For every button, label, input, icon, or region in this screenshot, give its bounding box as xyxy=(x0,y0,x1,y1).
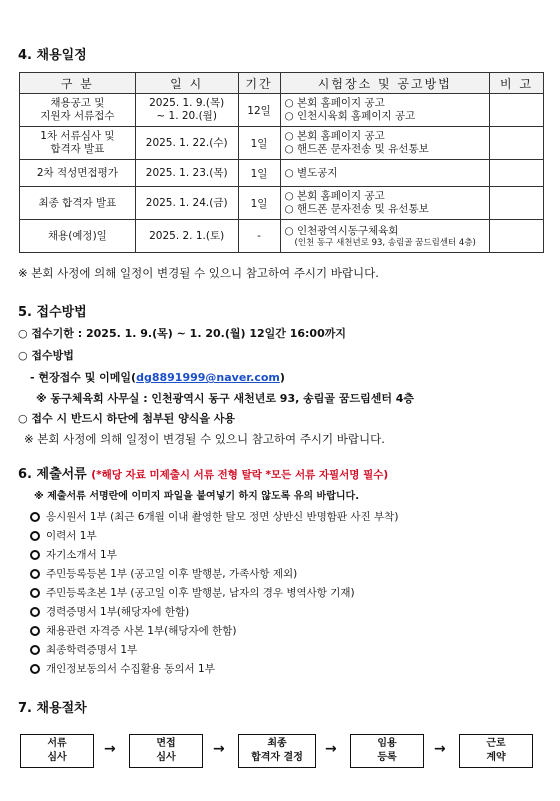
arrow-right-icon: → xyxy=(104,741,116,757)
row-note xyxy=(490,187,544,220)
section-7-title: 7. 채용절차 xyxy=(18,701,87,716)
table-row xyxy=(20,94,544,127)
header-category: 구 분 xyxy=(20,73,136,94)
table-row xyxy=(20,220,544,253)
row-category: 최종 합격자 발표 xyxy=(20,187,136,220)
arrow-right-icon: → xyxy=(325,741,337,757)
section-4-title: 4. 채용일정 xyxy=(18,48,87,63)
list-item: 자기소개서 1부 xyxy=(30,546,398,565)
row-period: 1일 xyxy=(238,160,280,187)
document-list xyxy=(30,508,398,679)
row-method: ○ 본회 홈페이지 공고 ○ 인천시육회 홈페이지 공고 xyxy=(280,94,490,127)
row-date: 2025. 1. 9.(목) ~ 1. 20.(월) xyxy=(135,94,238,127)
row-date: 2025. 1. 24.(금) xyxy=(135,187,238,220)
method-line: - 현장접수 및 이메일(dg8891999@naver.com) xyxy=(30,371,285,384)
deadline-text: ○ 접수기한 : 2025. 1. 9.(목) ~ 1. 20.(월) 12일간 16:00까지 xyxy=(18,327,346,340)
table-row xyxy=(20,160,544,187)
row-method: ○ 별도공지 xyxy=(280,160,490,187)
row-period: 12일 xyxy=(238,94,280,127)
list-item: 개인정보동의서 수집활용 동의서 1부 xyxy=(30,660,398,679)
header-date: 일 시 xyxy=(135,73,238,94)
list-item: 경력증명서 1부(해당자에 한함) xyxy=(30,603,398,622)
row-category: 채용(예정)일 xyxy=(20,220,136,253)
header-note: 비 고 xyxy=(490,73,544,94)
row-note xyxy=(490,94,544,127)
list-item: 이력서 1부 xyxy=(30,527,398,546)
bullet-ring-icon xyxy=(30,664,40,674)
signature-note: ※ 제출서류 서명란에 이미지 파일을 붙여넣기 하지 않도록 유의 바랍니다. xyxy=(34,491,359,502)
row-date: 2025. 1. 23.(목) xyxy=(135,160,238,187)
list-item: 주민등록초본 1부 (공고일 이후 발행분, 남자의 경우 병역사항 기재) xyxy=(30,584,398,603)
header-period: 기간 xyxy=(238,73,280,94)
row-period: 1일 xyxy=(238,127,280,160)
list-item: 채용관련 자격증 사본 1부(해당자에 한함) xyxy=(30,622,398,641)
row-note xyxy=(490,160,544,187)
row-category: 채용공고 및 지원자 서류접수 xyxy=(20,94,136,127)
bullet-ring-icon xyxy=(30,550,40,560)
row-date: 2025. 1. 22.(수) xyxy=(135,127,238,160)
bullet-ring-icon xyxy=(30,531,40,541)
row-category: 1차 서류심사 및 합격자 발표 xyxy=(20,127,136,160)
row-method: ○ 본회 홈페이지 공고 ○ 핸드폰 문자전송 및 유선통보 xyxy=(280,127,490,160)
bullet-ring-icon xyxy=(30,588,40,598)
schedule-table xyxy=(19,72,544,253)
row-period: - xyxy=(238,220,280,253)
method-footnote: ※ 본회 사정에 의해 일정이 변경될 수 있으니 참고하여 주시기 바랍니다. xyxy=(24,432,385,446)
list-item: 응시원서 1부 (최근 6개월 이내 촬영한 탈모 정면 상반신 반명함판 사진 부착) xyxy=(30,508,398,527)
office-address: ※ 동구체육회 사무실 : 인천광역시 동구 새천년로 93, 송림골 꿈드림센터 4층 xyxy=(36,392,415,405)
header-method: 시험장소 및 공고방법 xyxy=(280,73,490,94)
step-interview: 면접 심사 xyxy=(129,734,203,768)
row-method: ○ 인천광역시동구체육회 (인천 동구 새천년로 93, 송림골 꿈드림센터 4층) xyxy=(280,220,490,253)
attach-notice: ○ 접수 시 반드시 하단에 첨부된 양식을 사용 xyxy=(18,412,236,425)
row-date: 2025. 2. 1.(토) xyxy=(135,220,238,253)
row-method: ○ 본회 홈페이지 공고 ○ 핸드폰 문자전송 및 유선통보 xyxy=(280,187,490,220)
list-item: 주민등록등본 1부 (공고일 이후 발행분, 가족사항 제외) xyxy=(30,565,398,584)
list-item: 최종학력증명서 1부 xyxy=(30,641,398,660)
table-row xyxy=(20,187,544,220)
required-warning: (*해당 자료 미제출시 서류 전형 탈락 *모든 서류 자필서명 필수) xyxy=(91,469,389,481)
row-period: 1일 xyxy=(238,187,280,220)
bullet-ring-icon xyxy=(30,569,40,579)
row-method-address: (인천 동구 새천년로 93, 송림골 꿈드림센터 4층) xyxy=(294,237,476,248)
bullet-ring-icon xyxy=(30,645,40,655)
arrow-right-icon: → xyxy=(213,741,225,757)
bullet-ring-icon xyxy=(30,626,40,636)
bullet-ring-icon xyxy=(30,512,40,522)
section-5-title: 5. 접수방법 xyxy=(18,305,87,320)
step-contract: 근로 계약 xyxy=(459,734,533,768)
email-link[interactable]: dg8891999@naver.com xyxy=(136,371,280,384)
step-appointment: 임용 등록 xyxy=(350,734,424,768)
schedule-header-row xyxy=(20,73,544,94)
schedule-footnote: ※ 본회 사정에 의해 일정이 변경될 수 있으니 참고하여 주시기 바랍니다. xyxy=(18,266,379,280)
row-category: 2차 적성면접평가 xyxy=(20,160,136,187)
row-note xyxy=(490,127,544,160)
table-row xyxy=(20,127,544,160)
section-6-title: 6. 제출서류 (*해당 자료 미제출시 서류 전형 탈락 *모든 서류 자필서명 필수) xyxy=(18,467,389,482)
step-final-decision: 최종 합격자 결정 xyxy=(238,734,316,768)
bullet-ring-icon xyxy=(30,607,40,617)
method-label: ○ 접수방법 xyxy=(18,349,74,362)
arrow-right-icon: → xyxy=(434,741,446,757)
step-document-review: 서류 심사 xyxy=(20,734,94,768)
row-note xyxy=(490,220,544,253)
